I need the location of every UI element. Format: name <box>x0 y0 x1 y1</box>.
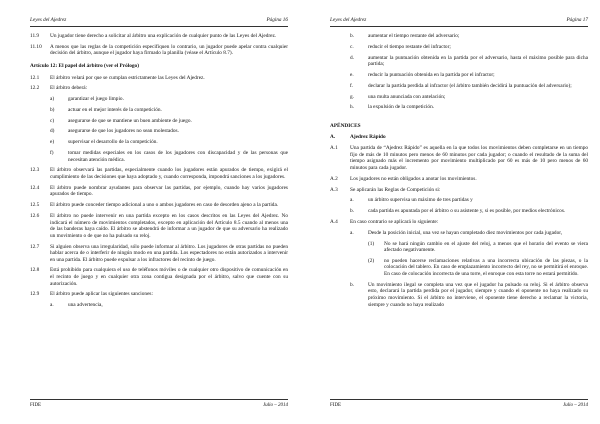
sub-item <box>350 197 588 204</box>
appendix-item <box>330 145 588 171</box>
article-item <box>30 167 288 180</box>
appendix-item <box>330 176 588 183</box>
sub-item-letter: e. <box>350 71 354 78</box>
article-item <box>30 75 288 82</box>
sub-item <box>350 33 588 40</box>
sub-item-text: asegurarse de que se mantiene un buen ambiente de juego. <box>68 117 192 124</box>
appendix-title: Ajedrez Rápido <box>350 134 386 141</box>
sub-item-text: una advertencia, <box>68 302 103 309</box>
sub-item <box>350 83 588 90</box>
sub-item-text: cada partida es apuntada por el árbitro o su asistente y, si es posible, por medios electrónicos. <box>368 208 566 215</box>
item-text: Se aplicarán las Reglas de Competición si: <box>350 186 441 193</box>
article-item <box>30 202 288 209</box>
sub-sub-item-number: (2) <box>368 257 375 264</box>
sub-item-letter: e) <box>50 139 55 146</box>
item-number: 12.6 <box>30 212 40 219</box>
sub-item-letter: f) <box>50 150 54 157</box>
item-number: 12.4 <box>30 184 40 191</box>
sub-item-letter: a. <box>50 302 54 309</box>
sub-item-text: Un movimiento ilegal se completa una vez que el jugador ha pulsado su reloj. Si el árbitro observa esto, declarará la partida perdida por el jugador, siempre y cuando el oponente no haya realizado su próximo movimiento. Si el árbitro no interviene, el oponente tiene derecho a reclamar la victoria, siempre y cuando no haya realizado <box>368 281 588 308</box>
footer-date: Julio – 2014 <box>263 403 288 408</box>
item-number: 12.9 <box>30 291 40 298</box>
sub-item-text: la expulsión de la competición. <box>368 104 435 111</box>
sub-item-letter: d) <box>50 128 55 135</box>
page-body <box>30 33 288 313</box>
sub-item <box>50 150 288 163</box>
sub-sub-item-text: no pueden hacerse reclamaciones relativas a una incorrecta ubicación de las piezas, o la colocación del tablero. En caso de emplazamiento incorrecto del rey, no se permitirá el enroque. En caso de colocación incorrecta de una torre, el enroque con esta torre no estará permitido. <box>384 257 588 278</box>
appendices-heading: APÉNDICES <box>330 122 361 129</box>
sub-item-letter: g. <box>350 93 354 100</box>
item-text: Está prohibido para cualquiera el uso de teléfonos móviles o de cualquier otro dispositivo de comunicación en el recinto de juego y en cualquier otra zona contigua designada por el árbitro, salvo que cuente con su autorización. <box>50 267 288 287</box>
sub-item <box>350 104 588 111</box>
header-page-number: Página 16 <box>266 17 288 23</box>
item-number: 11.9 <box>30 33 40 39</box>
sub-item-text: reducir el tiempo restante del infractor; <box>368 43 451 50</box>
header-title: Leyes del Ajedrez <box>330 17 367 23</box>
sub-item-letter: a. <box>350 229 354 236</box>
item-text: A menos que las reglas de la competición especifiquen lo contrario, un jugador puede apelar contra cualquier decisión del árbitro, aunque el jugador haya firmado la planilla (véase el Artículo 8.7). <box>50 43 288 57</box>
sub-item-letter: b. <box>350 33 354 39</box>
appendix-letter: A. <box>330 134 336 141</box>
article-item <box>30 213 288 239</box>
item-text: El árbitro puede conceder tiempo adicional a uno o ambos jugadores en caso de desorden ajeno a la partida. <box>50 202 279 209</box>
sub-item-text: actuar en el mejor interés de la competición. <box>68 106 162 113</box>
sub-item-letter: a. <box>350 197 354 204</box>
article-item <box>30 267 288 287</box>
sub-item <box>50 96 288 103</box>
sub-item-text: supervisar el desarrollo de la competición. <box>68 139 158 146</box>
page-body <box>330 33 588 312</box>
page-footer <box>330 399 588 412</box>
item-text: Una partida de “Ajedrez Rápido” es aquella en la que todos los movimientos deben completarse en un tiempo fijo de más de 10 minutos pero menos de 60 minutos por cada jugador; o cuando el resultado de la suma del tiempo asignado más el incremento por movimiento multiplicado por 60 es más de 10 pero menos de 60 minutos para cada jugador. <box>350 145 588 172</box>
item-text: El árbitro no puede intervenir en una partida excepto en los casos descritos en las Leyes del Ajedrez. No indicará el número de movimientos completados, excepto en aplicación del Artículo 8.5 cuando al menos una de las banderas haya caído. El árbitro se abstendrá de informar a un jugador de que su adversario ha realizado un movimiento o de que no ha pulsado su reloj. <box>50 212 288 239</box>
sub-item-text: garantizar el juego limpio. <box>68 96 124 103</box>
article-item <box>30 185 288 198</box>
sub-item-letter: f. <box>350 82 354 89</box>
item-number: A.1 <box>330 145 338 152</box>
sub-item-letter: b. <box>350 208 354 215</box>
article-item <box>30 85 288 92</box>
sub-item-letter: h. <box>350 104 354 111</box>
sub-item-letter: c) <box>50 117 55 124</box>
page-header <box>30 14 288 27</box>
sub-item-text: aumentar el tiempo restante del adversario; <box>368 33 460 39</box>
sub-item-text: un árbitro supervisa un máximo de tres partidas y <box>368 197 473 204</box>
item-number: 12.1 <box>30 74 40 81</box>
sub-item <box>350 94 588 101</box>
item-number: 11.10 <box>30 43 42 50</box>
item-text: El árbitro puede nombrar ayudantes para observar las partidas, por ejemplo, cuando hay varios jugadores apurados de tiempo. <box>50 184 288 198</box>
footer-date: Julio – 2014 <box>563 403 588 408</box>
item-text: En caso contrario se aplicará lo siguiente: <box>350 218 439 225</box>
sub-item-text: asegurarse de que los jugadores no sean molestados. <box>68 128 179 135</box>
article-item <box>30 244 288 264</box>
sub-sub-item-text: No se hará ningún cambio en el ajuste del reloj, a menos que el horario del evento se viera afectado negativamente. <box>384 240 588 254</box>
item-number: 12.3 <box>30 167 40 174</box>
item-text: El árbitro puede aplicar las siguientes sanciones: <box>50 291 153 298</box>
sub-item-letter: b) <box>50 106 55 113</box>
sub-item <box>350 208 588 215</box>
page-header <box>330 14 588 27</box>
article-12-heading: Artículo 12: El papel del árbitro (ver el Prólogo) <box>30 62 139 69</box>
sub-item-text: Desde la posición inicial, una vez se hayan completado diez movimientos por cada jugador, <box>368 229 563 236</box>
item-text: El árbitro deberá: <box>50 85 88 92</box>
header-page-number: Página 17 <box>566 17 588 23</box>
sub-item-text: tomar medidas especiales en los casos de los jugadores con discapacidad y de las personas que necesitan atención médica. <box>68 150 288 163</box>
article-item <box>30 291 288 298</box>
sub-item <box>350 230 588 237</box>
item-number: A.4 <box>330 218 338 225</box>
footer-org: FIDE <box>330 403 342 408</box>
item-text: Un jugador tiene derecho a solicitar al árbitro una explicación de cualquier punto de las Leyes del Ajedrez. <box>50 33 277 39</box>
sub-item <box>50 107 288 114</box>
appendix-item <box>330 187 588 194</box>
sub-item <box>50 139 288 146</box>
sub-sub-item <box>368 241 588 254</box>
sub-item <box>350 282 588 308</box>
sub-item-letter: c. <box>350 43 354 50</box>
item-number: A.3 <box>330 186 338 193</box>
sub-item-letter: a) <box>50 96 55 103</box>
sub-item <box>350 55 588 68</box>
page-17 <box>300 0 600 424</box>
sub-item-text: declarar la partida perdida al infractor (el árbitro también decidirá la puntuación del adversario); <box>368 82 572 89</box>
sub-item <box>50 118 288 125</box>
sub-item <box>50 128 288 135</box>
item-number: 12.5 <box>30 202 40 209</box>
sub-item-letter: b. <box>350 281 354 288</box>
item-text: Si alguien observa una irregularidad, sólo puede informar al árbitro. Los jugadores de otras partidas no pueden hablar acerca de o interferir de ningún modo en una partida. Los espectadores no están autorizados a intervenir en una partida. El árbitro puede expulsar a los infractores del recinto de juego. <box>50 243 288 263</box>
appendix-a-heading <box>330 134 588 141</box>
item-number: 12.2 <box>30 85 40 92</box>
sub-item-text: reducir la puntuación obtenida en la partida por el infractor; <box>368 71 495 78</box>
sub-item <box>50 302 288 309</box>
sub-sub-item <box>368 258 588 278</box>
item-text: El árbitro observará las partidas, especialmente cuando los jugadores están apurados de tiempo, exigirá el cumplimiento de las decisiones que haya adoptado y, cuando corresponda, impondrá sanciones a los jugadores. <box>50 167 288 180</box>
sub-item-text: una multa anunciada con antelación; <box>368 93 446 100</box>
sub-sub-item-number: (1) <box>368 240 375 247</box>
item-number: 12.7 <box>30 243 40 250</box>
item-text: Los jugadores no están obligados a anotar los movimientos. <box>350 175 477 182</box>
footer-org: FIDE <box>30 403 42 408</box>
sub-item-text: aumentar la puntuación obtenida en la partida por el adversario, hasta el máximo posible para dicha partida; <box>368 54 588 68</box>
sub-item <box>350 44 588 51</box>
sub-item-letter: d. <box>350 54 354 61</box>
article-item <box>30 44 288 57</box>
item-number: A.2 <box>330 175 338 182</box>
item-text: El árbitro velará por que se cumplan estrictamente las Leyes del Ajedrez. <box>50 74 205 81</box>
sub-item <box>350 72 588 79</box>
article-item <box>30 33 288 40</box>
page-footer <box>30 399 288 412</box>
appendix-item <box>330 219 588 226</box>
header-title: Leyes del Ajedrez <box>30 17 67 23</box>
item-number: 12.8 <box>30 267 40 274</box>
